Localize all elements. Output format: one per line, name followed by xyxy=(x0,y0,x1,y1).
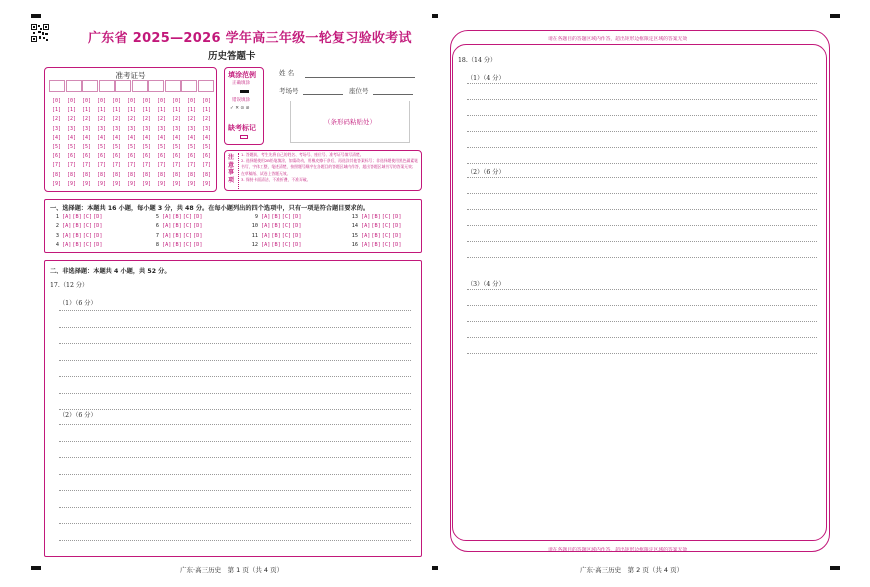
answer-line[interactable] xyxy=(59,441,411,442)
answer-line[interactable] xyxy=(59,457,411,458)
exam-id-bubble[interactable]: [5] xyxy=(112,144,122,150)
exam-id-bubble[interactable]: [8] xyxy=(52,171,62,178)
multiple-choice-box xyxy=(44,199,422,253)
exam-id-bubble[interactable]: [1] xyxy=(187,107,197,114)
exam-id-bubble[interactable]: [7] xyxy=(157,162,167,169)
mc-question-number: 4 xyxy=(55,241,59,248)
exam-id-bubble[interactable]: [7] xyxy=(202,162,212,169)
mc-option-bubble[interactable]: [C] xyxy=(281,223,292,230)
exam-id-bubble[interactable]: [7] xyxy=(52,162,62,169)
registration-mark xyxy=(830,14,840,18)
exam-id-bubble[interactable]: [9] xyxy=(112,180,122,187)
mc-option-bubble[interactable]: [B] xyxy=(72,241,82,248)
mc-question-row xyxy=(51,233,104,239)
exam-id-bubble[interactable]: [5] xyxy=(187,144,197,150)
exam-id-bubble[interactable]: [6] xyxy=(112,153,122,160)
mc-option-bubble[interactable]: [C] xyxy=(281,214,292,220)
mc-option-bubble[interactable]: [A] xyxy=(361,241,371,248)
exam-id-bubble[interactable]: [5] xyxy=(82,144,92,150)
notes-box xyxy=(224,150,422,191)
name-field[interactable] xyxy=(305,77,415,78)
mc-question-number: 12 xyxy=(251,241,258,248)
exam-id-bubble[interactable]: [6] xyxy=(82,153,92,160)
mc-question-row xyxy=(151,214,204,220)
mc-question-number: 13 xyxy=(351,214,358,220)
exam-id-digit-cell[interactable] xyxy=(198,80,214,92)
qr-code-icon xyxy=(31,24,49,42)
registration-mark xyxy=(31,566,41,570)
mc-option-bubble[interactable]: [A] xyxy=(261,223,271,230)
answer-line[interactable] xyxy=(59,424,411,425)
mc-option-bubble[interactable]: [D] xyxy=(193,214,203,220)
exam-id-bubble[interactable]: [4] xyxy=(52,134,62,141)
mc-option-bubble[interactable]: [C] xyxy=(82,232,93,239)
mc-question-number: 11 xyxy=(251,232,258,239)
mc-option-bubble[interactable]: [A] xyxy=(361,214,371,220)
exam-id-bubble[interactable]: [9] xyxy=(127,180,137,187)
mc-question-row xyxy=(151,233,204,239)
exam-id-bubble[interactable]: [6] xyxy=(67,153,77,160)
exam-id-bubble[interactable]: [8] xyxy=(112,171,122,178)
mc-option-bubble[interactable]: [C] xyxy=(82,214,93,220)
exam-id-bubble[interactable]: [8] xyxy=(67,171,77,178)
mc-option-bubble[interactable]: [D] xyxy=(193,232,203,239)
exam-id-bubble[interactable]: [5] xyxy=(97,144,107,150)
mc-option-bubble[interactable]: [D] xyxy=(392,214,402,220)
bottom-warning: 请在各题目的答题区域内作答，超出矩形边框限定区域的答案无效 xyxy=(548,548,688,553)
mc-option-bubble[interactable]: [B] xyxy=(172,214,182,220)
question-18-2-label: （2）（6 分） xyxy=(467,169,505,176)
exam-id-bubble[interactable]: [3] xyxy=(127,125,137,132)
answer-line[interactable] xyxy=(59,376,411,377)
registration-mark xyxy=(31,14,41,18)
exam-id-bubble[interactable]: [0] xyxy=(67,98,77,104)
wrong-fill-samples: ✓ ✕ ⊙ ⊘ xyxy=(230,106,250,111)
exam-id-bubble[interactable]: [9] xyxy=(82,180,92,187)
exam-id-bubble[interactable]: [5] xyxy=(172,144,182,150)
answer-area-top-arc xyxy=(450,30,830,552)
exam-id-bubble[interactable]: [2] xyxy=(97,116,107,123)
exam-id-bubble[interactable]: [3] xyxy=(82,125,92,132)
exam-id-bubble[interactable]: [9] xyxy=(142,180,152,187)
exam-id-digit-cell[interactable] xyxy=(165,80,181,92)
fill-example-title: 填涂范例 xyxy=(228,71,256,79)
exam-id-bubble[interactable]: [2] xyxy=(187,116,197,123)
exam-id-digit-cell[interactable] xyxy=(99,80,115,92)
mc-question-row xyxy=(51,214,104,220)
page-title: 广东省 2025—2026 学年高三年级一轮复习验收考试 xyxy=(88,31,412,46)
mc-option-bubble[interactable]: [A] xyxy=(62,232,72,239)
answer-line[interactable] xyxy=(59,490,411,491)
fill-example-box xyxy=(224,67,264,145)
exam-id-bubble[interactable]: [4] xyxy=(67,134,77,141)
seat-label: 座位号 xyxy=(349,87,369,95)
mc-option-bubble[interactable]: [C] xyxy=(182,214,193,220)
exam-id-bubble[interactable]: [3] xyxy=(142,125,152,132)
exam-id-digit-cell[interactable] xyxy=(49,80,65,92)
mc-question-row xyxy=(250,233,303,239)
exam-id-bubble[interactable]: [0] xyxy=(157,98,167,104)
exam-id-bubble[interactable]: [8] xyxy=(142,171,152,178)
absent-mark-label: 缺考标记 xyxy=(228,124,256,132)
mc-option-bubble[interactable]: [B] xyxy=(172,241,182,248)
correct-fill-sample xyxy=(240,90,249,93)
mc-option-bubble[interactable]: [C] xyxy=(182,241,193,248)
exam-id-box xyxy=(44,67,217,192)
exam-id-bubble[interactable]: [2] xyxy=(172,116,182,123)
mc-option-bubble[interactable]: [A] xyxy=(162,214,172,220)
mc-option-bubble[interactable]: [C] xyxy=(82,241,93,248)
footer-right: 广东·高三历史 第 2 页（共 4 页） xyxy=(580,566,684,574)
exam-id-bubble[interactable]: [7] xyxy=(187,162,197,169)
exam-id-bubble[interactable]: [5] xyxy=(157,144,167,150)
exam-id-bubble[interactable]: [5] xyxy=(52,144,62,150)
exam-id-bubble[interactable]: [7] xyxy=(67,162,77,169)
mc-question-number: 16 xyxy=(351,241,358,248)
mc-option-bubble[interactable]: [A] xyxy=(361,232,371,239)
notes-list xyxy=(241,152,419,183)
mc-question-number: 9 xyxy=(254,214,258,220)
mc-question-row xyxy=(51,242,104,248)
mc-option-bubble[interactable]: [A] xyxy=(62,214,72,220)
exam-id-bubble[interactable]: [9] xyxy=(172,180,182,187)
exam-id-bubble[interactable]: [4] xyxy=(112,134,122,141)
mc-option-bubble[interactable]: [A] xyxy=(162,223,172,230)
exam-id-bubble[interactable]: [4] xyxy=(127,134,137,141)
mc-option-bubble[interactable]: [C] xyxy=(281,232,292,239)
mc-option-bubble[interactable]: [D] xyxy=(193,223,203,230)
exam-id-digit-cell[interactable] xyxy=(115,80,131,92)
mc-question-row xyxy=(51,223,104,229)
correct-fill-label: 正确填涂 xyxy=(232,81,250,86)
exam-id-bubble[interactable]: [8] xyxy=(172,171,182,178)
exam-id-bubble[interactable]: [1] xyxy=(202,107,212,114)
mc-option-bubble[interactable]: [C] xyxy=(381,232,392,239)
mc-option-bubble[interactable]: [B] xyxy=(271,241,281,248)
answer-line[interactable] xyxy=(59,360,411,361)
exam-id-bubble[interactable]: [1] xyxy=(127,107,137,114)
exam-id-bubble[interactable]: [4] xyxy=(142,134,152,141)
exam-id-bubble[interactable]: [8] xyxy=(97,171,107,178)
registration-mark xyxy=(432,566,438,570)
exam-id-bubble[interactable]: [1] xyxy=(157,107,167,114)
mc-question-row xyxy=(350,233,403,239)
exam-id-bubble[interactable]: [3] xyxy=(112,125,122,132)
exam-id-bubble[interactable]: [4] xyxy=(97,134,107,141)
exam-id-digit-cell[interactable] xyxy=(82,80,98,92)
exam-id-bubble[interactable]: [6] xyxy=(187,153,197,160)
mc-question-number: 15 xyxy=(351,232,358,239)
exam-id-bubble[interactable]: [8] xyxy=(202,171,212,178)
wrong-fill-label: 错误填涂 xyxy=(232,98,250,103)
mc-question-row xyxy=(350,214,403,220)
room-field[interactable] xyxy=(303,94,343,95)
mc-option-bubble[interactable]: [D] xyxy=(292,223,302,230)
exam-id-bubble[interactable]: [0] xyxy=(112,98,122,104)
registration-mark xyxy=(830,566,840,570)
mc-option-bubble[interactable]: [D] xyxy=(392,241,402,248)
exam-id-bubble[interactable]: [5] xyxy=(202,144,212,150)
mc-option-bubble[interactable]: [C] xyxy=(381,214,392,220)
exam-id-bubble[interactable]: [0] xyxy=(202,98,212,104)
mc-option-bubble[interactable]: [C] xyxy=(381,241,392,248)
mc-option-bubble[interactable]: [B] xyxy=(172,223,182,230)
exam-id-bubble[interactable]: [1] xyxy=(82,107,92,114)
exam-id-bubble[interactable]: [9] xyxy=(157,180,167,187)
mc-question-row xyxy=(250,214,303,220)
barcode-label: （条形码粘贴处） xyxy=(324,118,376,126)
exam-id-bubble[interactable]: [5] xyxy=(142,144,152,150)
note-item: 2. 选择题使用2B铅笔填涂，如需改动，用橡皮擦干净后，再选涂其他答案标号；非选择题使用黑色碳素笔书写，字体工整，笔迹清楚，按照题号顺序在各题目的答题区域内作答，超出答题区域书写的答案无效；在草稿纸、试卷上答题无效。 xyxy=(241,158,418,176)
exam-id-bubble[interactable]: [8] xyxy=(127,171,137,178)
notes-title: 注意事项 xyxy=(228,154,235,184)
mc-option-bubble[interactable]: [C] xyxy=(381,223,392,230)
exam-id-bubble[interactable]: [2] xyxy=(127,116,137,123)
mc-option-bubble[interactable]: [C] xyxy=(82,223,93,230)
mc-option-bubble[interactable]: [A] xyxy=(62,223,72,230)
mc-question-row xyxy=(151,242,204,248)
exam-id-bubble[interactable]: [4] xyxy=(187,134,197,141)
exam-id-bubble[interactable]: [8] xyxy=(82,171,92,178)
exam-id-bubble[interactable]: [1] xyxy=(142,107,152,114)
note-item: 1. 答题前，考生先将自己的姓名、考场号、座位号、准考证号填写清楚。 xyxy=(241,152,364,157)
mc-question-number: 8 xyxy=(155,241,159,248)
exam-id-bubble[interactable]: [8] xyxy=(157,171,167,178)
exam-id-bubble[interactable]: [0] xyxy=(97,98,107,104)
mc-option-bubble[interactable]: [A] xyxy=(162,241,172,248)
exam-id-bubble[interactable]: [9] xyxy=(52,180,62,187)
exam-id-bubble[interactable]: [0] xyxy=(127,98,137,104)
exam-id-bubble[interactable]: [1] xyxy=(52,107,62,114)
exam-id-bubble[interactable]: [6] xyxy=(142,153,152,160)
exam-id-bubble[interactable]: [7] xyxy=(97,162,107,169)
exam-id-bubble[interactable]: [2] xyxy=(82,116,92,123)
note-item: 3. 保持卡面清洁，不准折叠，不准弄破。 xyxy=(241,176,311,182)
seat-field[interactable] xyxy=(373,94,413,95)
exam-id-bubble[interactable]: [2] xyxy=(52,116,62,123)
exam-id-bubble[interactable]: [0] xyxy=(142,98,152,104)
exam-id-bubble[interactable]: [2] xyxy=(67,116,77,123)
mc-question-number: 6 xyxy=(155,223,159,230)
answer-line[interactable] xyxy=(59,507,411,508)
exam-id-bubble[interactable]: [9] xyxy=(202,180,212,187)
exam-id-bubble[interactable]: [1] xyxy=(97,107,107,114)
mc-option-bubble[interactable]: [A] xyxy=(261,214,271,220)
question-18-1-label: （1）（4 分） xyxy=(467,75,505,82)
top-warning: 请在各题目的答题区域内作答，超出矩形边框限定区域的答案无效 xyxy=(548,37,688,42)
mc-option-bubble[interactable]: [B] xyxy=(172,232,182,239)
exam-id-bubble[interactable]: [2] xyxy=(157,116,167,123)
card-subtitle: 历史答题卡 xyxy=(208,51,256,62)
question-17-1-label: （1）（6 分） xyxy=(59,300,97,307)
mc-option-bubble[interactable]: [D] xyxy=(392,232,402,239)
question-18-label: 18.（14 分） xyxy=(458,57,497,64)
mc-question-row xyxy=(250,223,303,229)
exam-id-bubble[interactable]: [4] xyxy=(82,134,92,141)
mc-option-bubble[interactable]: [B] xyxy=(371,232,381,239)
registration-mark xyxy=(432,14,438,18)
mc-option-bubble[interactable]: [B] xyxy=(371,223,381,230)
exam-id-bubble[interactable]: [2] xyxy=(112,116,122,123)
mc-option-bubble[interactable]: [C] xyxy=(182,223,193,230)
mc-question-row xyxy=(350,242,403,248)
exam-id-digit-cell[interactable] xyxy=(66,80,82,92)
exam-id-bubble[interactable]: [5] xyxy=(67,144,77,150)
answer-line[interactable] xyxy=(59,474,411,475)
exam-id-bubble[interactable]: [0] xyxy=(52,98,62,104)
exam-id-bubble[interactable]: [4] xyxy=(172,134,182,141)
mc-question-row xyxy=(151,223,204,229)
exam-id-bubble[interactable]: [3] xyxy=(187,125,197,132)
answer-line[interactable] xyxy=(59,393,411,394)
exam-id-digit-cell[interactable] xyxy=(181,80,197,92)
mc-option-bubble[interactable]: [B] xyxy=(271,214,281,220)
mc-option-bubble[interactable]: [D] xyxy=(292,241,302,248)
mc-question-number: 2 xyxy=(55,223,59,230)
exam-id-digit-cell[interactable] xyxy=(148,80,164,92)
exam-id-label: 准考证号 xyxy=(115,71,146,80)
exam-id-digit-cell[interactable] xyxy=(132,80,148,92)
footer-left: 广东·高三历史 第 1 页（共 4 页） xyxy=(180,566,284,574)
section2-box xyxy=(44,260,422,557)
mc-option-bubble[interactable]: [C] xyxy=(281,241,292,248)
answer-line[interactable] xyxy=(59,409,411,410)
answer-line[interactable] xyxy=(59,540,411,541)
exam-id-bubble[interactable]: [1] xyxy=(67,107,77,114)
mc-option-bubble[interactable]: [A] xyxy=(261,232,271,239)
mc-option-bubble[interactable]: [D] xyxy=(193,241,203,248)
question-17-label: 17.（12 分） xyxy=(50,282,89,289)
mc-question-number: 5 xyxy=(155,214,159,220)
exam-id-bubble[interactable]: [3] xyxy=(172,125,182,132)
mc-option-bubble[interactable]: [A] xyxy=(261,241,271,248)
mc-question-row xyxy=(250,242,303,248)
exam-id-bubble[interactable]: [7] xyxy=(172,162,182,169)
mc-question-number: 10 xyxy=(251,223,258,230)
mc-question-number: 7 xyxy=(155,232,159,239)
mc-option-bubble[interactable]: [A] xyxy=(361,223,371,230)
exam-id-bubble[interactable]: [7] xyxy=(142,162,152,169)
barcode-area xyxy=(290,101,410,143)
exam-id-bubble[interactable]: [7] xyxy=(82,162,92,169)
mc-question-row xyxy=(350,223,403,229)
exam-id-bubble[interactable]: [3] xyxy=(157,125,167,132)
mc-option-bubble[interactable]: [D] xyxy=(292,214,302,220)
exam-id-bubble[interactable]: [4] xyxy=(157,134,167,141)
mc-option-bubble[interactable]: [D] xyxy=(93,241,103,248)
mc-option-bubble[interactable]: [D] xyxy=(392,223,402,230)
mc-option-bubble[interactable]: [B] xyxy=(72,214,82,220)
exam-id-bubble[interactable]: [3] xyxy=(67,125,77,132)
mc-option-bubble[interactable]: [D] xyxy=(93,214,103,220)
exam-id-bubble[interactable]: [0] xyxy=(82,98,92,104)
exam-id-bubble[interactable]: [9] xyxy=(187,180,197,187)
exam-id-bubble[interactable]: [2] xyxy=(202,116,212,123)
exam-id-bubble[interactable]: [7] xyxy=(112,162,122,169)
notes-divider xyxy=(238,153,239,189)
exam-id-bubble[interactable]: [7] xyxy=(127,162,137,169)
mc-option-bubble[interactable]: [D] xyxy=(93,232,103,239)
name-label: 姓 名 xyxy=(279,69,295,77)
mc-option-bubble[interactable]: [C] xyxy=(182,232,193,239)
question-17-2-label: （2）（6 分） xyxy=(59,412,97,419)
exam-id-bubble[interactable]: [6] xyxy=(52,153,62,160)
exam-id-bubble[interactable]: [1] xyxy=(112,107,122,114)
room-label: 考场号 xyxy=(279,87,299,95)
exam-id-bubble[interactable]: [6] xyxy=(157,153,167,160)
section1-heading: 一、选择题：本题共 16 小题，每小题 3 分，共 48 分。在每小题列出的四个选项中，只有一项是符合题目要求的。 xyxy=(50,205,370,212)
answer-line[interactable] xyxy=(59,310,411,311)
mc-option-bubble[interactable]: [B] xyxy=(72,232,82,239)
exam-id-bubble[interactable]: [5] xyxy=(127,144,137,150)
exam-id-bubble[interactable]: [3] xyxy=(97,125,107,132)
mc-option-bubble[interactable]: [D] xyxy=(292,232,302,239)
exam-id-bubble[interactable]: [0] xyxy=(172,98,182,104)
exam-id-bubble[interactable]: [6] xyxy=(97,153,107,160)
mc-option-bubble[interactable]: [B] xyxy=(271,232,281,239)
mc-option-bubble[interactable]: [D] xyxy=(93,223,103,230)
mc-option-bubble[interactable]: [B] xyxy=(72,223,82,230)
question-18-3-label: （3）（4 分） xyxy=(467,281,505,288)
exam-id-bubble[interactable]: [1] xyxy=(172,107,182,114)
absent-mark-checkbox[interactable] xyxy=(240,135,248,139)
mc-option-bubble[interactable]: [B] xyxy=(371,214,381,220)
exam-id-bubble[interactable]: [2] xyxy=(142,116,152,123)
exam-id-bubble[interactable]: [6] xyxy=(202,153,212,160)
mc-option-bubble[interactable]: [B] xyxy=(371,241,381,248)
exam-id-bubble[interactable]: [8] xyxy=(187,171,197,178)
exam-id-bubble[interactable]: [6] xyxy=(127,153,137,160)
exam-id-bubble[interactable]: [9] xyxy=(97,180,107,187)
exam-id-bubble[interactable]: [9] xyxy=(67,180,77,187)
mc-question-number: 1 xyxy=(55,214,59,220)
exam-id-bubble[interactable]: [3] xyxy=(202,125,212,132)
exam-id-bubble[interactable]: [4] xyxy=(202,134,212,141)
exam-id-bubble[interactable]: [0] xyxy=(187,98,197,104)
answer-line[interactable] xyxy=(59,523,411,524)
mc-question-number: 14 xyxy=(351,223,358,230)
answer-line[interactable] xyxy=(59,327,411,328)
mc-option-bubble[interactable]: [A] xyxy=(162,232,172,239)
answer-line[interactable] xyxy=(59,343,411,344)
section2-heading: 二、非选择题：本题共 4 小题，共 52 分。 xyxy=(50,268,171,275)
mc-option-bubble[interactable]: [A] xyxy=(62,241,72,248)
exam-id-bubble[interactable]: [3] xyxy=(52,125,62,132)
mc-option-bubble[interactable]: [B] xyxy=(271,223,281,230)
exam-id-bubble[interactable]: [6] xyxy=(172,153,182,160)
mc-question-number: 3 xyxy=(55,232,59,239)
